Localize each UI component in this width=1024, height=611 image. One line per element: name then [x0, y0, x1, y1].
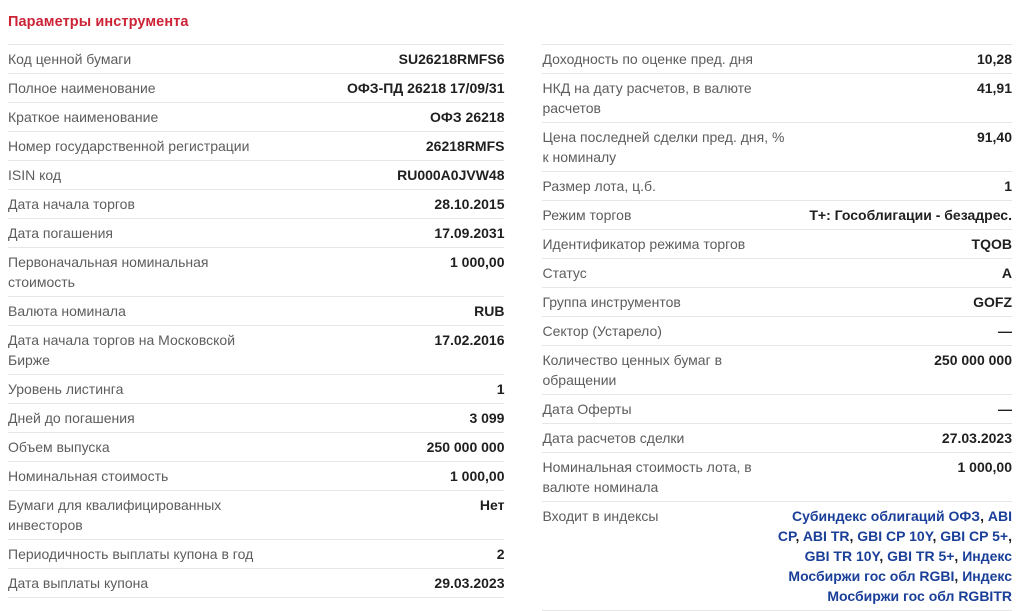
param-label: Входит в индексы — [542, 508, 659, 524]
param-row — [8, 219, 504, 248]
param-row — [8, 540, 504, 569]
param-label: НКД на дату расчетов, в валюте расчетов — [542, 80, 752, 116]
page-title: Параметры инструмента — [8, 14, 189, 30]
param-value: 17.09.2031 — [434, 225, 505, 241]
param-label: Дата начала торгов — [8, 196, 135, 212]
param-label: ISIN код — [8, 167, 62, 183]
param-label: Бумаги для квалифицированных инвесторов — [8, 497, 222, 533]
param-row — [542, 74, 1012, 123]
param-row — [542, 259, 1012, 288]
param-label: Периодичность выплаты купона в год — [8, 546, 254, 562]
index-link[interactable]: GBI CP 10Y — [857, 528, 933, 544]
param-value: RUB — [474, 303, 505, 319]
param-label: Номинальная стоимость — [8, 468, 169, 484]
param-label: Дней до погашения — [8, 410, 135, 426]
param-value: 17.02.2016 — [434, 332, 505, 348]
param-label: Размер лота, ц.б. — [542, 178, 656, 194]
param-value: 1 000,00 — [957, 459, 1012, 475]
param-value: 29.03.2023 — [434, 575, 505, 591]
param-label: Группа инструментов — [542, 294, 681, 310]
index-link[interactable]: ABI CP — [777, 508, 1012, 544]
index-link[interactable]: GBI TR 10Y — [804, 548, 880, 564]
param-row — [8, 248, 504, 297]
param-row — [542, 288, 1012, 317]
param-value: 250 000 000 — [934, 352, 1012, 368]
param-label: Код ценной бумаги — [8, 51, 132, 67]
param-value: 41,91 — [976, 80, 1012, 96]
param-value: ОФЗ-ПД 26218 17/09/31 — [346, 80, 505, 96]
index-link[interactable]: GBI TR 5+ — [887, 548, 955, 564]
param-value: 26218RMFS — [425, 138, 505, 154]
param-label: Валюта номинала — [8, 303, 126, 319]
param-row — [8, 326, 504, 375]
param-value: 1 000,00 — [449, 468, 505, 484]
param-value: 250 000 000 — [426, 439, 505, 455]
param-label: Объем выпуска — [8, 439, 110, 455]
param-label: Первоначальная номинальная стоимость — [8, 254, 209, 290]
param-row — [8, 161, 504, 190]
param-row — [542, 172, 1012, 201]
param-row — [8, 491, 504, 540]
param-value: А — [1001, 265, 1012, 281]
param-label: Статус — [542, 265, 587, 281]
param-row — [8, 433, 504, 462]
param-row — [542, 45, 1012, 74]
param-row — [8, 462, 504, 491]
parameters-table — [8, 44, 1012, 611]
param-row — [542, 201, 1012, 230]
param-label: Полное наименование — [8, 80, 156, 96]
param-label: Дата начала торгов на Московской Бирже — [8, 332, 236, 368]
param-label: Сектор (Устарело) — [542, 323, 662, 339]
param-value: Т+: Гособлигации - безадрес. — [809, 207, 1012, 223]
param-label: Номер государственной регистрации — [8, 138, 250, 154]
param-label: Цена последней сделки пред. дня, % к номиналу — [542, 129, 785, 165]
param-label: Номинальная стоимость лота, в валюте номинала — [542, 459, 752, 495]
param-row — [542, 230, 1012, 259]
param-row — [8, 74, 504, 103]
index-link[interactable]: Индекс Мосбиржи гос обл RGBI — [788, 548, 1012, 584]
param-value: 2 — [496, 546, 505, 562]
param-value: — — [998, 323, 1012, 339]
param-row — [8, 404, 504, 433]
param-label: Дата выплаты купона — [8, 575, 149, 591]
parameters-column-left — [8, 44, 504, 598]
param-value: SU26218RMFS6 — [398, 51, 505, 67]
param-row — [8, 45, 504, 74]
index-link[interactable]: Субиндекс облигаций ОФЗ — [792, 508, 981, 524]
param-value: — — [998, 401, 1012, 417]
param-value: 1 000,00 — [449, 254, 505, 270]
param-value: 91,40 — [976, 129, 1012, 145]
param-label: Доходность по оценке пред. дня — [542, 51, 754, 67]
param-label: Режим торгов — [542, 207, 632, 223]
param-value: 3 099 — [469, 410, 505, 426]
parameters-column-right — [542, 44, 1012, 611]
param-row — [8, 297, 504, 326]
param-row — [542, 453, 1012, 502]
index-link[interactable]: ABI TR — [802, 528, 850, 544]
param-label: Краткое наименование — [8, 109, 159, 125]
param-label: Идентификатор режима торгов — [542, 236, 746, 252]
param-label: Уровень листинга — [8, 381, 124, 397]
param-value: 1 — [496, 381, 505, 397]
param-row — [8, 190, 504, 219]
param-label: Количество ценных бумаг в обращении — [542, 352, 723, 388]
param-row — [542, 317, 1012, 346]
param-label: Дата расчетов сделки — [542, 430, 685, 446]
index-link[interactable]: GBI CP 5+ — [940, 528, 1009, 544]
param-row — [542, 424, 1012, 453]
param-row — [8, 103, 504, 132]
param-value: 28.10.2015 — [434, 196, 505, 212]
param-value: 1 — [1004, 178, 1012, 194]
param-row — [542, 346, 1012, 395]
param-value: 27.03.2023 — [941, 430, 1012, 446]
index-link[interactable]: Индекс Мосбиржи гос обл RGBITR — [827, 568, 1012, 604]
index-links: Субиндекс облигаций ОФЗ, ABI CP, ABI TR, GBI CP 10Y, GBI CP 5+, GBI TR 10Y, GBI TR 5+, Индекс Мосбиржи гос обл RGBI, Индекс Мосбиржи гос обл RGBITR — [777, 508, 1012, 604]
param-value: TQOB — [971, 236, 1012, 252]
param-row — [542, 395, 1012, 424]
param-row — [542, 502, 1012, 611]
param-label: Дата Оферты — [542, 401, 632, 417]
param-value: ОФЗ 26218 — [430, 109, 505, 125]
param-value: 10,28 — [976, 51, 1012, 67]
param-label: Дата погашения — [8, 225, 113, 241]
param-row — [8, 132, 504, 161]
param-row — [8, 375, 504, 404]
param-value: RU000A0JVW48 — [397, 167, 505, 183]
param-value: Нет — [479, 497, 505, 513]
param-row — [542, 123, 1012, 172]
param-value: GOFZ — [973, 294, 1012, 310]
